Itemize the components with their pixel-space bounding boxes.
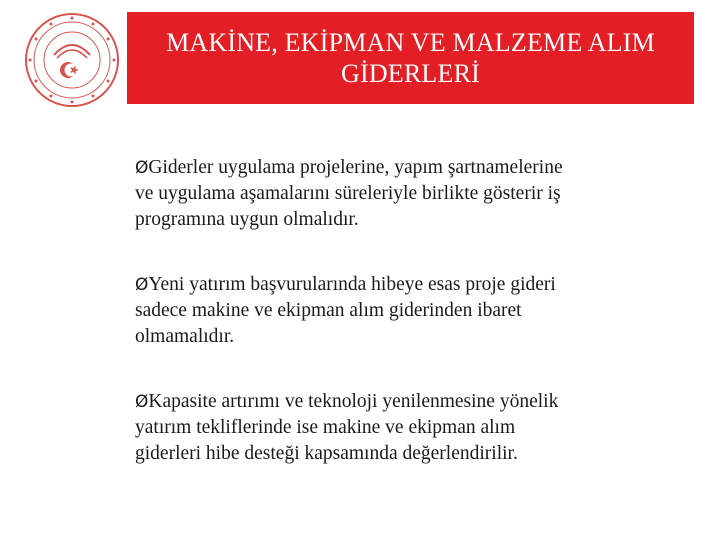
arrow-bullet-icon: Ø <box>135 392 149 412</box>
bullet-text-3-line-3: giderleri hibe desteği kapsamında değerlendirilir. <box>135 443 518 464</box>
page-title-line-2: GİDERLERİ <box>341 59 480 88</box>
arrow-bullet-icon: Ø <box>135 275 149 295</box>
bullet-text-1-line-1: Giderler uygulama projelerine, yapım şartnamelerine <box>148 157 563 178</box>
bullet-text-1-line-2: ve uygulama aşamalarını süreleriyle birlikte gösterir iş <box>135 183 561 204</box>
bullet-item-2 <box>135 272 672 350</box>
bullet-text-2-line-1: Yeni yatırım başvurularında hibeye esas proje gideri <box>148 274 556 295</box>
ministry-seal-icon <box>22 10 122 110</box>
page-title-line-1: MAKİNE, EKİPMAN VE MALZEME ALIM <box>166 28 655 57</box>
bullet-list <box>135 155 672 506</box>
bullet-text-3-line-2: yatırım tekliflerinde ise makine ve ekipman alım <box>135 417 516 438</box>
bullet-text-1-line-3: programına uygun olmalıdır. <box>135 209 359 230</box>
bullet-text-2-line-3: olmamalıdır. <box>135 326 235 347</box>
bullet-text-3-line-1: Kapasite artırımı ve teknoloji yenilenmesine yönelik <box>148 391 559 412</box>
bullet-item-3 <box>135 389 672 467</box>
bullet-item-1 <box>135 155 672 233</box>
arrow-bullet-icon: Ø <box>135 158 149 178</box>
title-banner <box>127 12 694 104</box>
bullet-text-2-line-2: sadece makine ve ekipman alım giderinden ibaret <box>135 300 522 321</box>
